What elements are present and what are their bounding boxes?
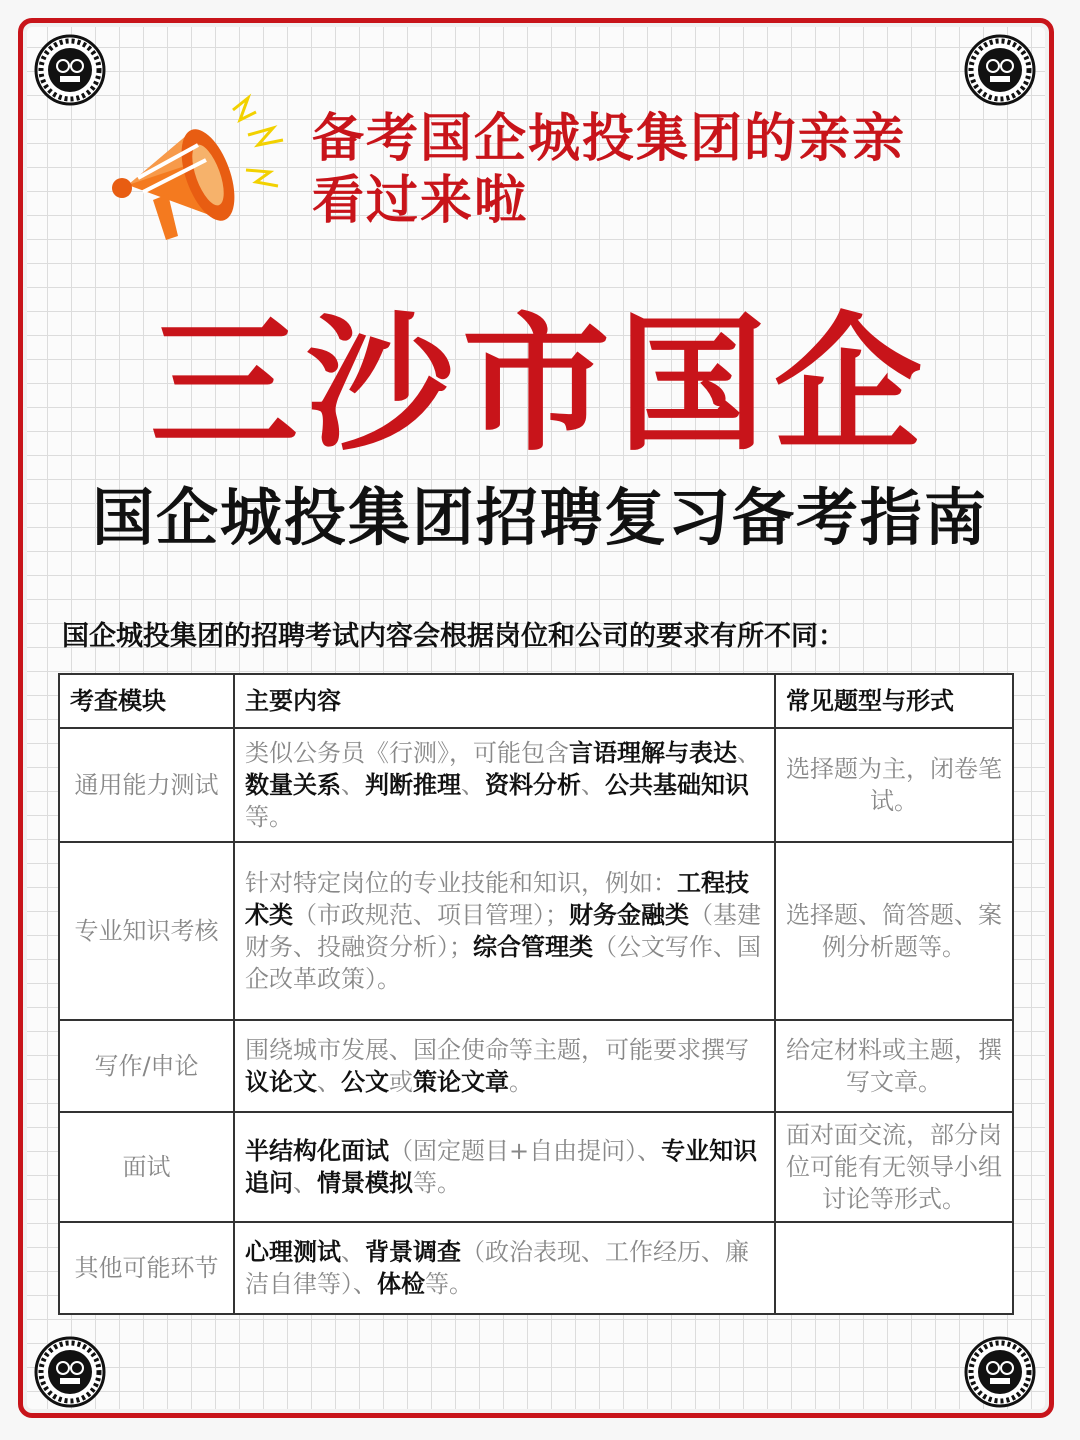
content-text: 。 — [509, 1068, 533, 1096]
intro-line-1: 备考国企城投集团的亲亲 — [312, 109, 907, 169]
content-text: 、 — [317, 1068, 341, 1096]
format-cell: 给定材料或主题，撰写文章。 — [775, 1020, 1013, 1112]
keyword-text: 判断推理 — [365, 771, 461, 799]
keyword-text: 工程技术类 — [245, 869, 749, 929]
keyword-text: 专业知识追问 — [245, 1137, 758, 1197]
content-text: 类似公务员《行测》，可能包含 — [245, 739, 569, 767]
content-text: （政治表现、工作经历、廉洁自律等）、 — [245, 1238, 749, 1298]
content-text: （基建财务、投融资分析）； — [245, 901, 761, 961]
content-text: 、 — [341, 771, 365, 799]
content-text: 、 — [341, 1238, 365, 1266]
table-row — [59, 1020, 1013, 1112]
corner-badge-icon — [964, 1336, 1036, 1408]
corner-badge-icon — [34, 34, 106, 106]
table-row — [59, 1222, 1013, 1314]
keyword-text: 背景调查 — [365, 1238, 461, 1266]
content-text: 、 — [293, 1169, 317, 1197]
keyword-text: 数量关系 — [245, 771, 341, 799]
content-cell — [234, 1020, 775, 1112]
content-cell — [234, 1112, 775, 1222]
keyword-text: 综合管理类 — [473, 933, 593, 961]
exam-guide-table — [58, 673, 1014, 1315]
keyword-text: 公共基础知识 — [605, 771, 749, 799]
content-text: 、 — [461, 771, 485, 799]
content-text: （固定题目+自由提问）、 — [389, 1137, 662, 1165]
city-title: 三沙市国企 — [150, 299, 930, 471]
table-row — [59, 1112, 1013, 1222]
header-module: 考查模块 — [59, 674, 234, 728]
content-text: 针对特定岗位的专业技能和知识，例如： — [245, 869, 677, 897]
table-row — [59, 842, 1013, 1020]
content-cell — [234, 842, 775, 1020]
lead-text: 国企城投集团的招聘考试内容会根据岗位和公司的要求有所不同： — [62, 621, 845, 652]
keyword-text: 体检 — [377, 1270, 425, 1298]
content-text: 、 — [737, 739, 761, 767]
format-cell: 面对面交流，部分岗位可能有无领导小组讨论等形式。 — [775, 1112, 1013, 1222]
format-cell: 选择题、简答题、案例分析题等。 — [775, 842, 1013, 1020]
intro-line-2: 看过来啦 — [312, 171, 529, 231]
keyword-text: 情景模拟 — [317, 1169, 413, 1197]
keyword-text: 议论文 — [245, 1068, 317, 1096]
guide-title: 国企城投集团招聘复习备考指南 — [91, 481, 988, 554]
content-cell — [234, 728, 775, 842]
module-cell: 通用能力测试 — [59, 728, 234, 842]
content-text: （市政规范、项目管理）； — [293, 901, 569, 929]
module-cell: 面试 — [59, 1112, 234, 1222]
content-cell — [234, 1222, 775, 1314]
corner-badge-icon — [34, 1336, 106, 1408]
content-text: （公文写作、国企改革政策）。 — [245, 933, 761, 993]
content-text: 等。 — [425, 1270, 473, 1298]
format-cell — [775, 1222, 1013, 1314]
keyword-text: 公文 — [341, 1068, 389, 1096]
content-text: 围绕城市发展、国企使命等主题，可能要求撰写 — [245, 1036, 749, 1064]
keyword-text: 心理测试 — [245, 1238, 341, 1266]
table-row — [59, 728, 1013, 842]
keyword-text: 半结构化面试 — [245, 1137, 389, 1165]
header-content: 主要内容 — [234, 674, 775, 728]
content-text: 等。 — [245, 803, 293, 831]
keyword-text: 策论文章 — [413, 1068, 509, 1096]
module-cell: 其他可能环节 — [59, 1222, 234, 1314]
module-cell: 专业知识考核 — [59, 842, 234, 1020]
keyword-text: 资料分析 — [485, 771, 581, 799]
module-cell: 写作/申论 — [59, 1020, 234, 1112]
table-header-row — [59, 674, 1013, 728]
keyword-text: 言语理解与表达 — [569, 739, 737, 767]
keyword-text: 财务金融类 — [569, 901, 689, 929]
content-text: 等。 — [413, 1169, 461, 1197]
content-text: 、 — [581, 771, 605, 799]
intro-heading — [312, 108, 972, 232]
header-format: 常见题型与形式 — [775, 674, 1013, 728]
format-cell: 选择题为主，闭卷笔试。 — [775, 728, 1013, 842]
megaphone-icon — [98, 90, 298, 255]
corner-badge-icon — [964, 34, 1036, 106]
content-text: 或 — [389, 1068, 413, 1096]
